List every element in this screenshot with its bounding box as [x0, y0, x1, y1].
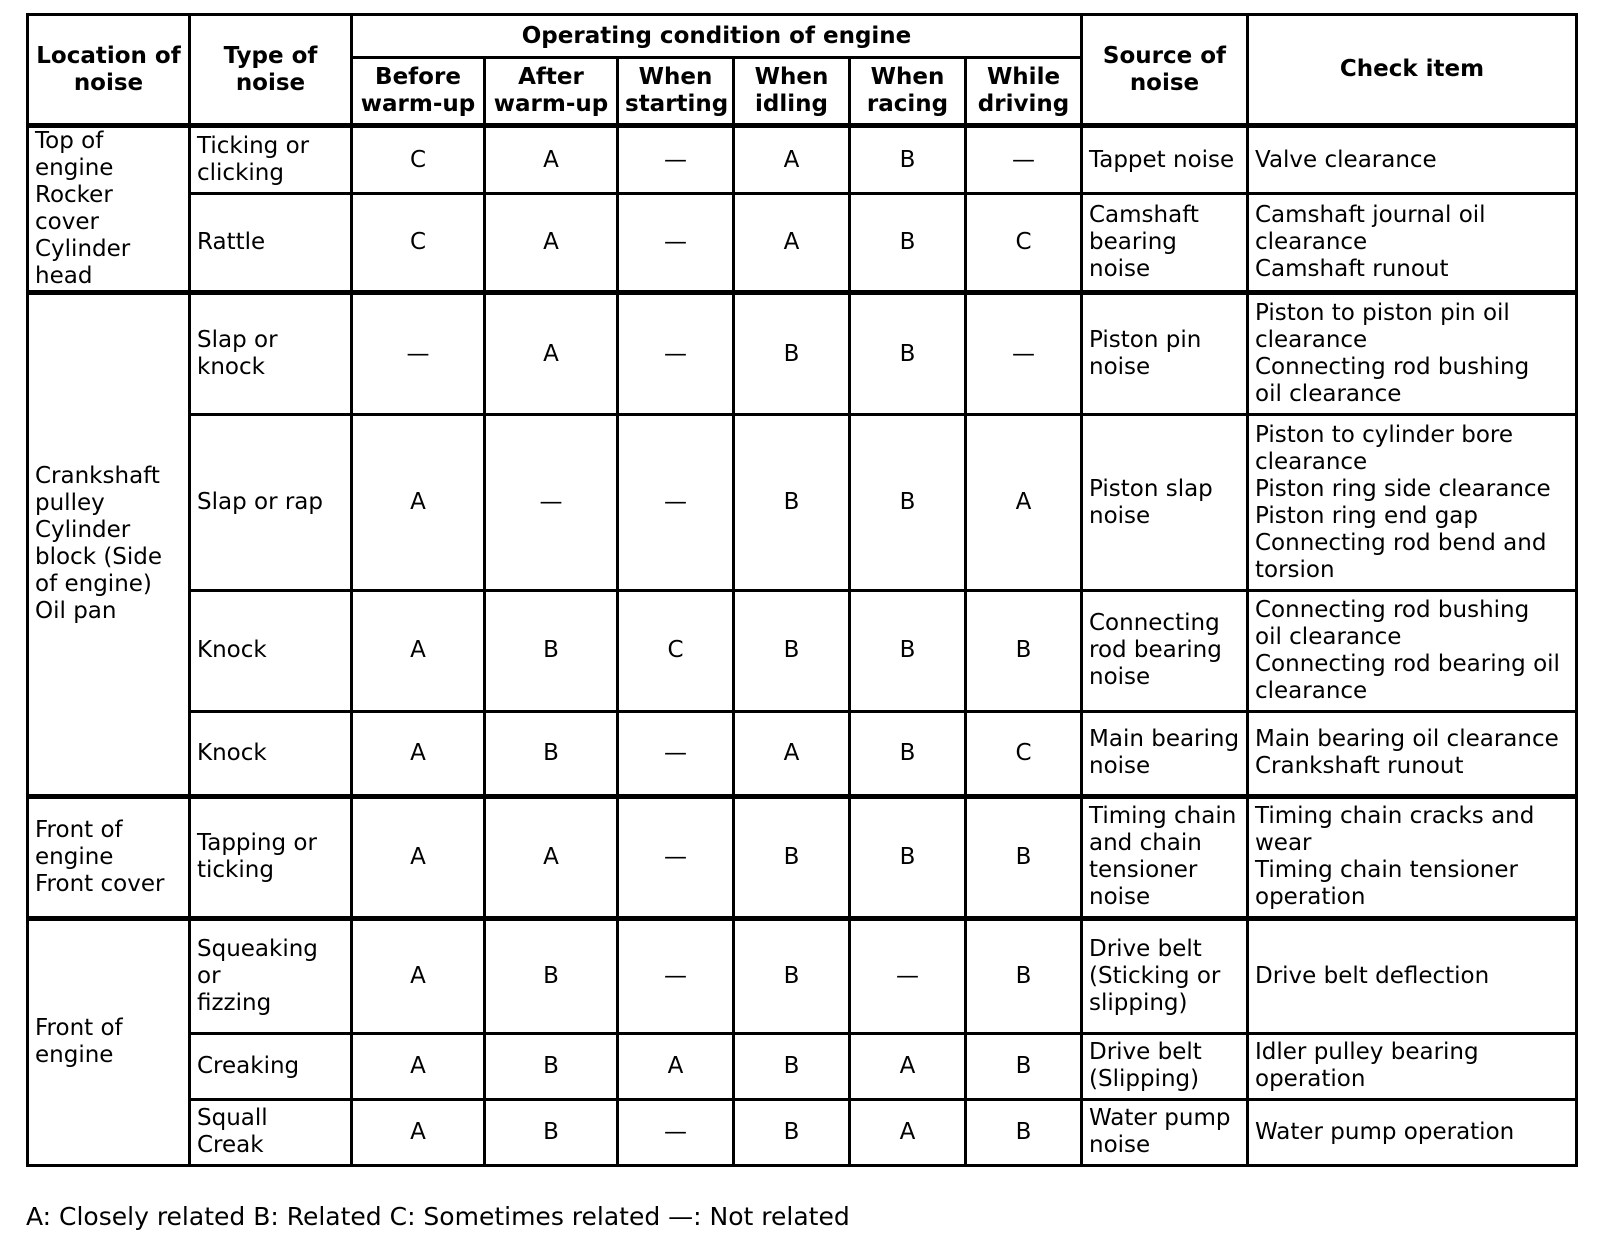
condition-cell: A	[352, 796, 485, 918]
location-cell: Top of engine Rocker cover Cylinder head	[28, 126, 190, 293]
legend: A: Closely related B: Related C: Sometimes related —: Not related	[26, 1202, 850, 1231]
condition-cell: A	[734, 126, 850, 194]
condition-cell: B	[734, 796, 850, 918]
check-cell: Idler pulley bearing operation	[1248, 1033, 1577, 1099]
source-cell: Piston pin noise	[1082, 293, 1248, 415]
condition-cell: —	[618, 1099, 734, 1165]
condition-cell: —	[618, 711, 734, 796]
source-cell: Main bearing noise	[1082, 711, 1248, 796]
type-cell: Ticking or clicking	[190, 126, 352, 194]
location-cell: Front of engine	[28, 918, 190, 1165]
condition-cell: —	[618, 126, 734, 194]
condition-cell: —	[618, 194, 734, 293]
type-cell: Rattle	[190, 194, 352, 293]
condition-cell: A	[352, 1033, 485, 1099]
condition-cell: —	[966, 293, 1082, 415]
condition-cell: A	[485, 293, 618, 415]
check-cell: Drive belt deflection	[1248, 918, 1577, 1033]
condition-cell: B	[966, 918, 1082, 1033]
condition-cell: A	[352, 711, 485, 796]
check-cell: Piston to piston pin oil clearance Connecting rod bushing oil clearance	[1248, 293, 1577, 415]
header-source: Source of noise	[1082, 15, 1248, 126]
condition-cell: —	[850, 918, 966, 1033]
type-cell: Knock	[190, 591, 352, 711]
condition-cell: A	[485, 194, 618, 293]
condition-cell: B	[850, 293, 966, 415]
condition-cell: B	[485, 591, 618, 711]
check-cell: Camshaft journal oil clearance Camshaft runout	[1248, 194, 1577, 293]
condition-cell: A	[352, 918, 485, 1033]
condition-cell: A	[850, 1099, 966, 1165]
condition-cell: B	[850, 415, 966, 591]
location-cell: Crankshaft pulley Cylinder block (Side of engine) Oil pan	[28, 293, 190, 796]
condition-cell: A	[485, 126, 618, 194]
header-type: Type of noise	[190, 15, 352, 126]
header-check-item: Check item	[1248, 15, 1577, 126]
header-when-starting: When starting	[618, 58, 734, 126]
condition-cell: C	[618, 591, 734, 711]
condition-cell: —	[618, 293, 734, 415]
source-cell: Drive belt (Slipping)	[1082, 1033, 1248, 1099]
location-cell: Front of engine Front cover	[28, 796, 190, 918]
header-before-warm-up: Before warm-up	[352, 58, 485, 126]
condition-cell: B	[850, 126, 966, 194]
condition-cell: B	[966, 796, 1082, 918]
condition-cell: B	[734, 1099, 850, 1165]
condition-cell: C	[352, 126, 485, 194]
check-cell: Connecting rod bushing oil clearance Connecting rod bearing oil clearance	[1248, 591, 1577, 711]
table-row	[28, 711, 1577, 796]
table-row	[28, 591, 1577, 711]
table-row	[28, 1033, 1577, 1099]
condition-cell: B	[850, 194, 966, 293]
table-row	[28, 194, 1577, 293]
condition-cell: C	[352, 194, 485, 293]
source-cell: Timing chain and chain tensioner noise	[1082, 796, 1248, 918]
condition-cell: B	[734, 918, 850, 1033]
condition-cell: B	[734, 1033, 850, 1099]
condition-cell: —	[618, 415, 734, 591]
type-cell: Tapping or ticking	[190, 796, 352, 918]
condition-cell: B	[485, 1099, 618, 1165]
condition-cell: —	[618, 918, 734, 1033]
source-cell: Drive belt (Sticking or slipping)	[1082, 918, 1248, 1033]
header-operating-condition: Operating condition of engine	[352, 15, 1082, 58]
table-row	[28, 126, 1577, 194]
check-cell: Timing chain cracks and wear Timing chain tensioner operation	[1248, 796, 1577, 918]
condition-cell: B	[850, 796, 966, 918]
source-cell: Water pump noise	[1082, 1099, 1248, 1165]
condition-cell: —	[618, 796, 734, 918]
type-cell: Slap or rap	[190, 415, 352, 591]
engine-noise-table	[26, 13, 1578, 1167]
condition-cell: A	[618, 1033, 734, 1099]
condition-cell: A	[734, 711, 850, 796]
condition-cell: C	[966, 711, 1082, 796]
condition-cell: B	[850, 711, 966, 796]
condition-cell: —	[352, 293, 485, 415]
condition-cell: —	[966, 126, 1082, 194]
check-cell: Piston to cylinder bore clearance Piston ring side clearance Piston ring end gap Connecting rod bend and torsion	[1248, 415, 1577, 591]
type-cell: Squall Creak	[190, 1099, 352, 1165]
source-cell: Connecting rod bearing noise	[1082, 591, 1248, 711]
condition-cell: B	[485, 711, 618, 796]
source-cell: Camshaft bearing noise	[1082, 194, 1248, 293]
header-while-driving: While driving	[966, 58, 1082, 126]
condition-cell: A	[352, 1099, 485, 1165]
header-location: Location of noise	[28, 15, 190, 126]
header-when-racing: When racing	[850, 58, 966, 126]
type-cell: Slap or knock	[190, 293, 352, 415]
source-cell: Piston slap noise	[1082, 415, 1248, 591]
table-row	[28, 1099, 1577, 1165]
source-cell: Tappet noise	[1082, 126, 1248, 194]
condition-cell: A	[850, 1033, 966, 1099]
type-cell: Knock	[190, 711, 352, 796]
condition-cell: B	[734, 415, 850, 591]
type-cell: Squeaking or fizzing	[190, 918, 352, 1033]
condition-cell: B	[966, 1099, 1082, 1165]
table-row	[28, 918, 1577, 1033]
condition-cell: B	[966, 1033, 1082, 1099]
header-after-warm-up: After warm-up	[485, 58, 618, 126]
condition-cell: A	[966, 415, 1082, 591]
table-header	[28, 15, 1577, 126]
table-body	[28, 126, 1577, 1166]
condition-cell: B	[485, 918, 618, 1033]
type-cell: Creaking	[190, 1033, 352, 1099]
condition-cell: B	[485, 1033, 618, 1099]
condition-cell: C	[966, 194, 1082, 293]
condition-cell: A	[734, 194, 850, 293]
check-cell: Main bearing oil clearance Crankshaft runout	[1248, 711, 1577, 796]
table-row	[28, 293, 1577, 415]
condition-cell: A	[485, 796, 618, 918]
condition-cell: B	[966, 591, 1082, 711]
condition-cell: B	[734, 293, 850, 415]
check-cell: Water pump operation	[1248, 1099, 1577, 1165]
check-cell: Valve clearance	[1248, 126, 1577, 194]
condition-cell: B	[850, 591, 966, 711]
condition-cell: B	[734, 591, 850, 711]
header-when-idling: When idling	[734, 58, 850, 126]
condition-cell: —	[485, 415, 618, 591]
table-row	[28, 415, 1577, 591]
table-row	[28, 796, 1577, 918]
condition-cell: A	[352, 415, 485, 591]
condition-cell: A	[352, 591, 485, 711]
